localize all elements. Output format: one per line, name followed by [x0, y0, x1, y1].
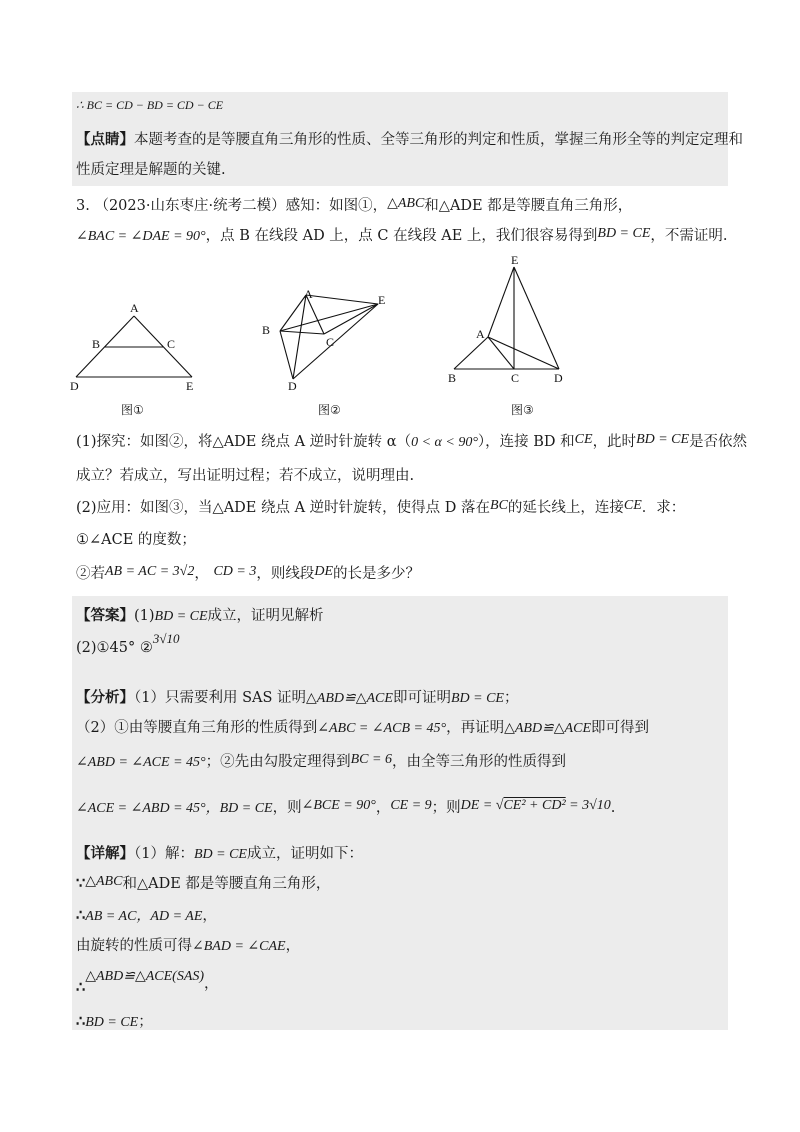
q1-text-b: ），连接 BD 和: [477, 434, 575, 450]
q2-ii-text-c: 的长是多少？: [333, 566, 421, 582]
detail-l4-eq: ∠BAD = ∠CAE: [192, 939, 286, 954]
analysis-line-1: [76, 686, 518, 707]
problem-line2-mid: ，点 B 在线段 AD 上，点 C 在线段 AE 上，我们很容易得到: [205, 228, 598, 244]
figure-3-caption: 图③: [511, 403, 534, 417]
detail-l3-b: ，: [202, 908, 217, 924]
question-2-part-ii: [76, 562, 420, 583]
analysis-l1-congruence: △ABD≌△ACE: [306, 691, 393, 706]
analysis-l4-radicand: CE² + CD²: [503, 798, 566, 813]
fig3-label-e: E: [511, 254, 519, 267]
detail-l5-b: ，: [204, 976, 219, 992]
q2-ii-de: DE: [314, 564, 334, 579]
problem-and-ade: 和△ADE 都是等腰直角三角形，: [424, 198, 633, 214]
fig3-label-c: C: [511, 371, 520, 385]
q1-text-a: (1)探究：如图②，将△ADE 绕点 A 逆时针旋转 α（: [76, 434, 412, 450]
figure-2: [256, 286, 396, 396]
analysis-l1-eq: BD = CE: [450, 691, 504, 706]
question-2-part-i: ①∠ACE 的度数；: [76, 532, 196, 548]
detail-l4-b: ，: [285, 938, 301, 954]
problem-line2-end: ，不需证明.: [650, 228, 728, 244]
triangle-abc: △ABC: [387, 196, 425, 211]
problem-source: （2023·山东枣庄·统考二模）感知：如图①，: [94, 198, 388, 214]
fig2-label-c: C: [326, 335, 335, 349]
q1-range: 0 < α < 90°: [411, 435, 478, 450]
detail-line-5: [76, 964, 219, 996]
analysis-l4-eq4: DE = √CE² + CD² = 3√10: [460, 798, 611, 813]
question-1-line-2: 成立？若成立，写出证明过程；若不成立，说明理由.: [76, 468, 415, 484]
problem-line-1: [76, 194, 632, 215]
fig1-label-b: B: [92, 337, 101, 351]
q2-text-b: 的延长线上，连接: [507, 500, 624, 516]
fig3-label-b: B: [448, 371, 457, 385]
answer-label: 【答案】: [76, 607, 134, 624]
analysis-l4-c: ；则: [431, 800, 461, 816]
analysis-l1-b: 即可证明: [392, 690, 451, 706]
answer-line-2: [76, 631, 180, 656]
detail-l4-a: 由旋转的性质可得: [76, 938, 192, 954]
therefore-symbol-3: ∴: [76, 1013, 86, 1030]
analysis-l2-a: （2）①由等腰直角三角形的性质得到: [76, 720, 318, 736]
detail-label: 【详解】: [76, 845, 134, 862]
detail-l6-eq: BD = CE: [85, 1015, 139, 1030]
fig1-label-d: D: [70, 379, 79, 393]
q2-bc: BC: [490, 498, 508, 513]
figure-2-caption: 图②: [318, 403, 341, 417]
therefore-symbol-2: ∴: [76, 979, 86, 996]
fig3-label-a: A: [476, 327, 485, 341]
q1-bd-ce: BD = CE: [636, 432, 690, 447]
analysis-l2-c: 即可得到: [591, 720, 649, 736]
answer-part-1: (1): [134, 608, 155, 624]
q2-ii-cd: CD = 3: [213, 564, 257, 579]
analysis-line-4: [76, 796, 615, 817]
analysis-line-2: [76, 716, 649, 737]
detail-line-4: [76, 934, 300, 955]
fig3-label-d: D: [554, 371, 563, 385]
answer-line-1: [76, 604, 324, 625]
analysis-l2-congruence: △ABD≌△ACE: [504, 721, 591, 736]
dianjing-line-1: [76, 128, 743, 149]
analysis-l2-b: ，再证明: [446, 720, 505, 736]
fig2-label-b: B: [262, 323, 271, 337]
analysis-l3-bc: BC = 6: [350, 752, 392, 767]
q1-text-d: 是否依然: [689, 434, 748, 450]
problem-line-2: [76, 224, 728, 245]
detail-line-1: [76, 842, 363, 863]
detail-l1-eq: BD = CE: [193, 847, 247, 862]
detail-l3-eq: AB = AC，AD = AE: [85, 909, 203, 924]
answer-part-1-text: 成立，证明见解析: [207, 608, 324, 624]
bd-ce-eq: BD = CE: [597, 226, 651, 241]
conclusion-line: ∴ BC = CD − BD = CD − CE: [76, 98, 224, 112]
detail-l2-triangle: △ABC: [85, 874, 123, 889]
analysis-l4-a: ，则: [272, 800, 302, 816]
dianjing-line-2: 性质定理是解题的关键.: [76, 162, 226, 178]
detail-line-3: [76, 904, 217, 925]
analysis-l4-eq3: CE = 9: [390, 798, 432, 813]
question-2-line-1: [76, 496, 685, 517]
detail-l6-b: ；: [138, 1014, 153, 1030]
analysis-l4-eq1: ∠ACE = ∠ABD = 45°，BD = CE: [76, 801, 273, 816]
answer-value: 3√10: [152, 631, 180, 646]
q2-ii-text-a: ②若: [76, 566, 105, 582]
detail-l2-b: 和△ADE 都是等腰直角三角形，: [122, 876, 331, 892]
figure-1-caption: 图①: [121, 403, 144, 417]
fig2-label-a: A: [304, 287, 313, 301]
analysis-l4-b: ，: [375, 800, 391, 816]
angle-equation: ∠BAC = ∠DAE = 90°: [76, 229, 206, 244]
analysis-l3-eq: ∠ABD = ∠ACE = 45°: [76, 755, 206, 770]
dianjing-label: 【点睛】: [76, 131, 134, 148]
q2-text-c: ．求：: [641, 500, 686, 516]
therefore-symbol-1: ∴: [76, 907, 86, 924]
fig1-label-e: E: [186, 379, 194, 393]
q2-ii-comma: ，: [194, 566, 214, 582]
q2-ii-ab-ac: AB = AC = 3√2: [105, 564, 195, 579]
q2-ce: CE: [623, 498, 642, 513]
analysis-l1-a: （1）只需要利用 SAS 证明: [134, 690, 307, 706]
analysis-l3-a: ；②先由勾股定理得到: [205, 754, 351, 770]
fig1-label-c: C: [167, 337, 176, 351]
analysis-l4-d: .: [610, 800, 616, 816]
detail-l1-a: （1）解：: [134, 846, 194, 862]
figure-3: [444, 254, 574, 390]
dianjing-text: 本题考查的是等腰直角三角形的性质、全等三角形的判定和性质，掌握三角形全等的判定定理和: [134, 132, 743, 148]
answer-part-2: (2)①45° ②: [76, 640, 153, 656]
detail-line-6: [76, 1010, 153, 1031]
question-1-line-1: [76, 430, 747, 451]
figure-1: [64, 296, 204, 416]
q1-ce: CE: [574, 432, 593, 447]
fig2-label-d: D: [288, 379, 297, 393]
analysis-l2-eq: ∠ABC = ∠ACB = 45°: [317, 721, 447, 736]
analysis-l1-c: ；: [503, 690, 519, 706]
analysis-l4-eq4-a: DE =: [460, 798, 496, 813]
fig1-label-a: A: [130, 301, 139, 315]
analysis-line-3: [76, 750, 566, 771]
answer-bd-ce: BD = CE: [154, 609, 208, 624]
analysis-l4-eq4-c: = 3√10: [565, 798, 611, 813]
fig2-label-e: E: [378, 293, 386, 307]
q2-ii-text-b: ，则线段: [256, 566, 315, 582]
detail-l1-b: 成立，证明如下：: [246, 846, 363, 862]
detail-line-2: [76, 872, 330, 893]
q1-text-c: ，此时: [592, 434, 637, 450]
analysis-l4-eq2: ∠BCE = 90°: [301, 798, 376, 813]
problem-number: 3.: [76, 198, 90, 214]
analysis-l3-b: ，由全等三角形的性质得到: [391, 754, 566, 770]
analysis-label: 【分析】: [76, 689, 134, 706]
because-symbol: ∵: [76, 875, 86, 892]
detail-l5-eq: △ABD≌△ACE(SAS): [85, 969, 205, 984]
q2-text-a: (2)应用：如图③，当△ADE 绕点 A 逆时针旋转，使得点 D 落在: [76, 500, 491, 516]
